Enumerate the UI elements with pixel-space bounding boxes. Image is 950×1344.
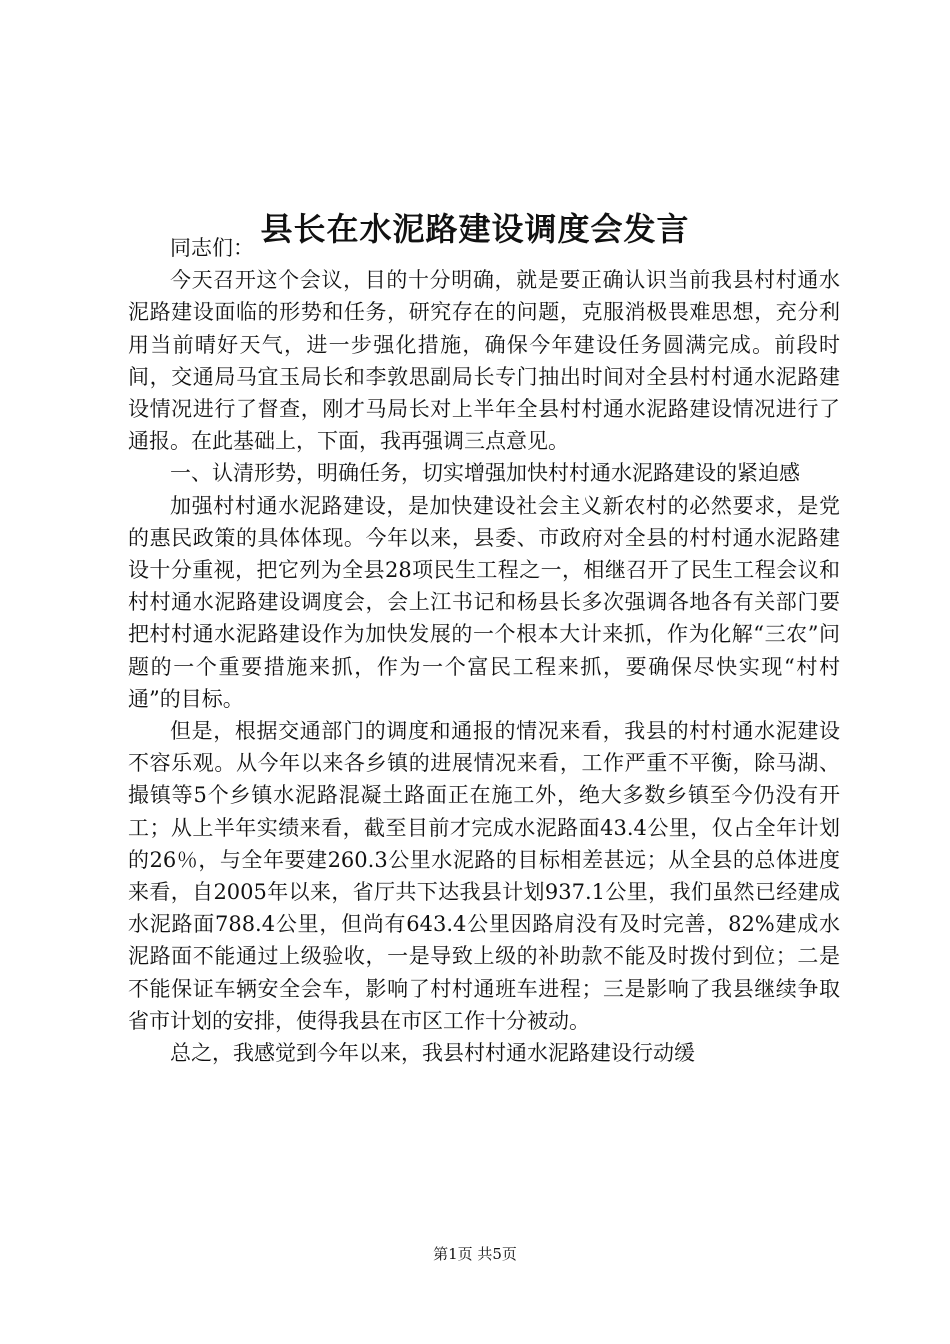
document-title: 县长在水泥路建设调度会发言 [260, 210, 690, 249]
paragraph-importance: 加强村村通水泥路建设，是加快建设社会主义新农村的必然要求，是党的惠民政策的具体体现。今年以来，县委、市政府对全县的村村通水泥路建设十分重视，把它列为全县28项民生工程之一，相继召开了民生工程会议和村村通水泥路建设调度会，会上江书记和杨县长多次强调各地各有关部门要把村村通水泥路建设作为加快发展的一个根本大计来抓，作为化解“三农”问题的一个重要措施来抓，作为一个富民工程来抓，要确保尽快实现“村村通”的目标。 [128, 493, 840, 711]
page-footer: 第1页 共5页 [433, 1245, 517, 1263]
paragraph-summary: 总之，我感觉到今年以来，我县村村通水泥路建设行动缓 [170, 1041, 695, 1066]
section-heading-1: 一、认清形势，明确任务，切实增强加快村村通水泥路建设的紧迫感 [170, 461, 800, 486]
document-body [128, 232, 840, 1069]
salutation: 同志们： [170, 236, 254, 260]
paragraph-status: 但是，根据交通部门的调度和通报的情况来看，我县的村村通水泥建设不容乐观。从今年以来各乡镇的进展情况来看，工作严重不平衡，除马湖、撮镇等5个乡镇水泥路混凝土路面正在施工外，绝大多数乡镇至今仍没有开工；从上半年实绩来看，截至目前才完成水泥路面43.4公里，仅占全年计划的26％，与全年要建260.3公里水泥路的目标相差甚远；从全县的总体进度来看，自2005年以来，省厅共下达我县计划937.1公里，我们虽然已经建成水泥路面788.4公里，但尚有643.4公里因路肩没有及时完善，82%建成水泥路面不能通过上级验收，一是导致上级的补助款不能及时拨付到位；二是不能保证车辆安全会车，影响了村村通班车进程；三是影响了我县继续争取省市计划的安排，使得我县在市区工作十分被动。 [128, 719, 840, 1033]
paragraph-intro: 今天召开这个会议，目的十分明确，就是要正确认识当前我县村村通水泥路建设面临的形势和任务，研究存在的问题，克服消极畏难思想，充分利用当前晴好天气，进一步强化措施，确保今年建设任务圆满完成。前段时间，交通局马宜玉局长和李敦思副局长专门抽出时间对全县村村通水泥路建设情况进行了督查，刚才马局长对上半年全县村村通水泥路建设情况进行了通报。在此基础上，下面，我再强调三点意见。 [128, 268, 840, 454]
